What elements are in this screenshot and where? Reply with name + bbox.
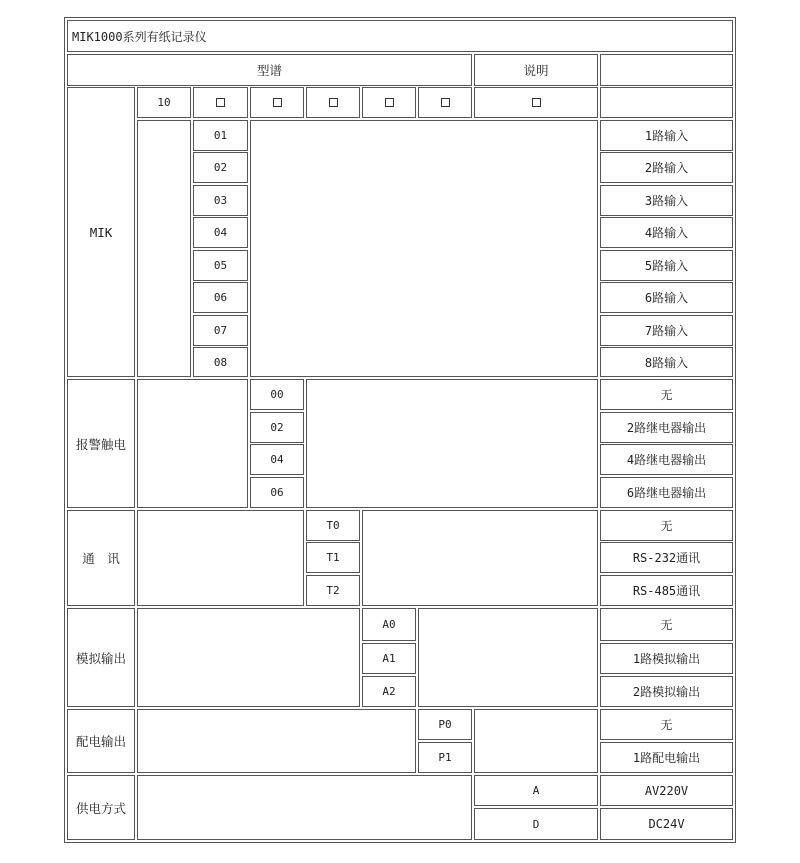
comm-desc-3: RS-485通讯	[600, 575, 733, 606]
group-label-mik: MIK	[67, 87, 135, 377]
supply-code-a: A	[474, 775, 598, 806]
mik-spacer	[137, 120, 191, 377]
analog-blank-area	[418, 608, 598, 707]
input-desc-2: 2路输入	[600, 152, 733, 183]
comm-spacer	[137, 510, 304, 606]
alarm-desc-4: 6路继电器输出	[600, 477, 733, 508]
model-slot-4	[362, 87, 416, 118]
input-code-03: 03	[193, 185, 248, 216]
input-desc-5: 5路输入	[600, 250, 733, 281]
checkbox-icon	[216, 98, 225, 107]
input-code-08: 08	[193, 347, 248, 377]
supply-spacer	[137, 775, 472, 840]
power-out-code-p1: P1	[418, 742, 472, 773]
input-desc-7: 7路输入	[600, 315, 733, 346]
header-blank	[600, 54, 733, 86]
alarm-desc-3: 4路继电器输出	[600, 444, 733, 475]
group-label-comm: 通 讯	[67, 510, 135, 606]
alarm-code-04: 04	[250, 444, 304, 475]
power-out-spacer	[137, 709, 416, 773]
group-label-power-out: 配电输出	[67, 709, 135, 773]
analog-desc-1: 无	[600, 608, 733, 641]
checkbox-icon	[532, 98, 541, 107]
input-code-01: 01	[193, 120, 248, 151]
input-code-04: 04	[193, 217, 248, 248]
comm-blank-area	[362, 510, 598, 606]
analog-code-a1: A1	[362, 643, 416, 674]
analog-desc-3: 2路模拟输出	[600, 676, 733, 707]
header-description: 说明	[474, 54, 598, 86]
model-slot-5	[418, 87, 472, 118]
header-model: 型谱	[67, 54, 472, 86]
input-desc-1: 1路输入	[600, 120, 733, 151]
input-code-06: 06	[193, 282, 248, 313]
input-desc-6: 6路输入	[600, 282, 733, 313]
model-row-blank	[600, 87, 733, 118]
group-label-analog: 模拟输出	[67, 608, 135, 707]
checkbox-icon	[385, 98, 394, 107]
comm-code-t2: T2	[306, 575, 360, 606]
model-slot-2	[250, 87, 304, 118]
analog-spacer	[137, 608, 360, 707]
model-slot-6	[474, 87, 598, 118]
comm-code-t0: T0	[306, 510, 360, 541]
input-code-07: 07	[193, 315, 248, 346]
power-out-desc-1: 无	[600, 709, 733, 740]
checkbox-icon	[441, 98, 450, 107]
analog-desc-2: 1路模拟输出	[600, 643, 733, 674]
input-desc-3: 3路输入	[600, 185, 733, 216]
mik-blank-area	[250, 120, 598, 377]
alarm-blank-area	[306, 379, 598, 508]
input-desc-8: 8路输入	[600, 347, 733, 377]
comm-code-t1: T1	[306, 542, 360, 573]
comm-desc-2: RS-232通讯	[600, 542, 733, 573]
alarm-desc-2: 2路继电器输出	[600, 412, 733, 443]
input-desc-4: 4路输入	[600, 217, 733, 248]
supply-code-d: D	[474, 808, 598, 840]
input-code-05: 05	[193, 250, 248, 281]
alarm-spacer	[137, 379, 248, 508]
checkbox-icon	[329, 98, 338, 107]
alarm-code-02: 02	[250, 412, 304, 443]
power-out-desc-2: 1路配电输出	[600, 742, 733, 773]
comm-desc-1: 无	[600, 510, 733, 541]
supply-desc-2: DC24V	[600, 808, 733, 840]
model-slot-3	[306, 87, 360, 118]
analog-code-a0: A0	[362, 608, 416, 641]
supply-desc-1: AV220V	[600, 775, 733, 806]
power-out-blank-area	[474, 709, 598, 773]
model-slot-1	[193, 87, 248, 118]
power-out-code-p0: P0	[418, 709, 472, 740]
alarm-code-00: 00	[250, 379, 304, 410]
table-title: MIK1000系列有纸记录仪	[67, 20, 733, 52]
model-prefix: 10	[137, 87, 191, 118]
analog-code-a2: A2	[362, 676, 416, 707]
group-label-alarm: 报警触电	[67, 379, 135, 508]
group-label-supply: 供电方式	[67, 775, 135, 840]
checkbox-icon	[273, 98, 282, 107]
alarm-desc-1: 无	[600, 379, 733, 410]
alarm-code-06: 06	[250, 477, 304, 508]
input-code-02: 02	[193, 152, 248, 183]
